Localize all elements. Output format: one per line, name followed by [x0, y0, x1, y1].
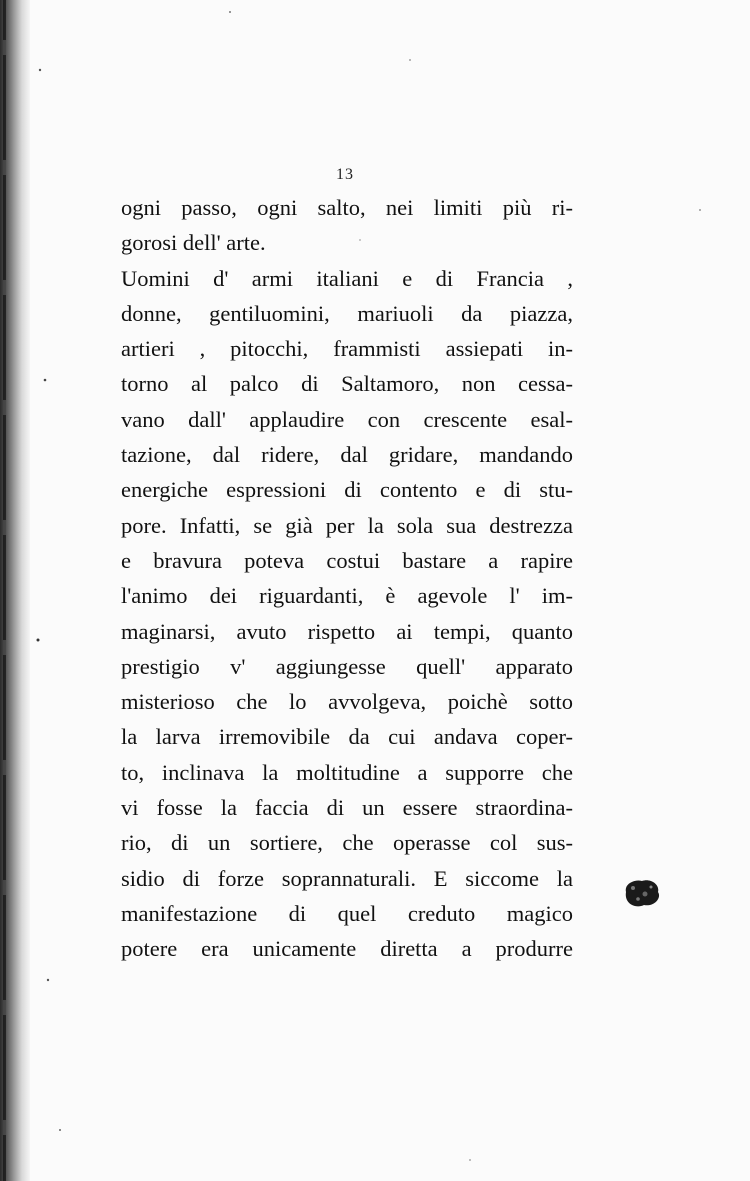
body-text — [121, 190, 573, 967]
text-line: maginarsi, avuto rispetto ai tempi, quanto — [121, 618, 573, 644]
text-line: torno al palco di Saltamoro, non cessa- — [121, 371, 573, 397]
text-line: artieri , pitocchi, frammisti assiepati in- — [121, 336, 573, 362]
text-line: prestigio v' aggiungesse quell' apparato — [121, 653, 573, 679]
text-line: to, inclinava la moltitudine a supporre che — [121, 759, 573, 785]
text-line: pore. Infatti, se già per la sola sua destrezza — [121, 512, 573, 538]
text-line: misterioso che lo avvolgeva, poichè sotto — [121, 689, 573, 715]
text-line: donne, gentiluomini, mariuoli da piazza, — [121, 300, 573, 326]
ink-blot-mark — [620, 876, 664, 910]
text-line: tazione, dal ridere, dal gridare, mandando — [121, 442, 573, 468]
text-line: vano dall' applaudire con crescente esal- — [121, 406, 573, 432]
text-line: energiche espressioni di contento e di stu- — [121, 477, 573, 503]
text-line: la larva irremovibile da cui andava coper- — [121, 724, 573, 750]
text-line: vi fosse la faccia di un essere straordina- — [121, 795, 573, 821]
text-line: l'animo dei riguardanti, è agevole l' im- — [121, 583, 573, 609]
text-line: rio, di un sortiere, che operasse col sus- — [121, 830, 573, 856]
text-line: e bravura poteva costui bastare a rapire — [121, 547, 573, 573]
page-number: 13 — [336, 166, 354, 183]
text-line: gorosi dell' arte. — [121, 230, 266, 256]
text-line: sidio di forze soprannaturali. E siccome la — [121, 865, 573, 891]
text-line: potere era unicamente diretta a produrre — [121, 936, 573, 962]
text-line: Uomini d' armi italiani e di Francia , — [121, 265, 573, 291]
text-line: manifestazione di quel creduto magico — [121, 900, 573, 926]
text-line: ogni passo, ogni salto, nei limiti più ri- — [121, 195, 573, 220]
